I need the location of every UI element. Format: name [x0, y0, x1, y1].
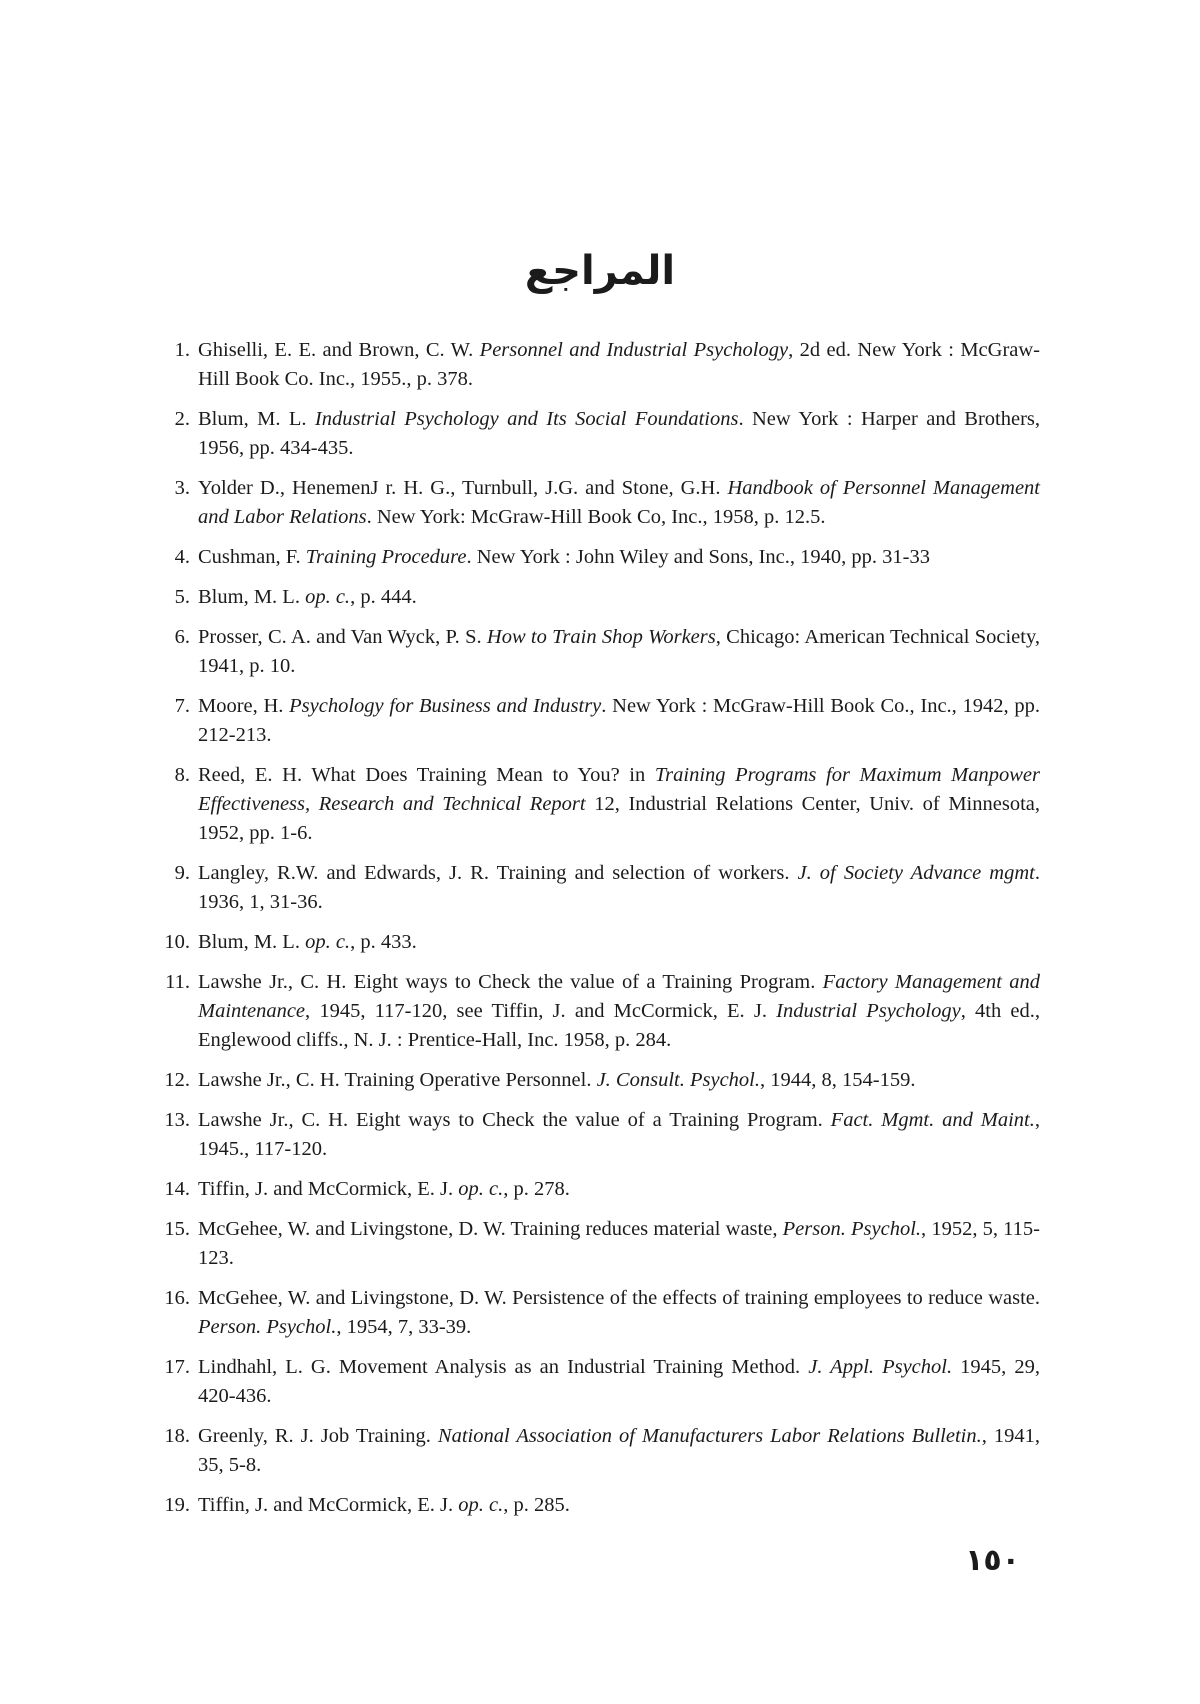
reference-number: 14. [164, 1178, 190, 1200]
reference-title: Industrial Psychology [776, 1000, 961, 1022]
reference-item [160, 1175, 1040, 1204]
reference-text: , p. 278. [503, 1178, 570, 1200]
reference-number: 7. [174, 695, 190, 717]
reference-title: Psychology for Business and Industry [289, 695, 602, 717]
reference-text: 12, Industrial Relations Center, Univ. of Minnesota, 1952, pp. 1-6. [198, 793, 1040, 844]
reference-title: J. of Society Advance mgmt [797, 862, 1035, 884]
reference-number: 1. [174, 339, 190, 361]
reference-text: McGehee, W. and Livingstone, D. W. Persistence of the effects of training employees to reduce waste. [198, 1287, 1040, 1309]
reference-item [160, 692, 1040, 750]
reference-item [160, 543, 1040, 572]
reference-number: 17. [164, 1356, 190, 1378]
reference-text: Moore, H. [198, 695, 290, 717]
reference-title: J. Consult. Psychol. [596, 1069, 760, 1091]
reference-item [160, 336, 1040, 394]
reference-text: Greenly, R. J. Job Training. [198, 1425, 438, 1447]
page-number: ١٥٠ [965, 1543, 1020, 1578]
reference-item [160, 583, 1040, 612]
reference-text: Lawshe Jr., C. H. Training Operative Personnel. [198, 1069, 597, 1091]
reference-title: J. Appl. Psychol. [808, 1356, 953, 1378]
reference-text: , p. 433. [350, 931, 417, 953]
reference-item [160, 1422, 1040, 1480]
reference-title: Person. Psychol. [782, 1218, 922, 1240]
reference-text: , 4th ed., Englewood cliffs., N. J. : Prentice-Hall, Inc. 1958, p. 284. [198, 1000, 1040, 1051]
reference-item [160, 474, 1040, 532]
page-title: المراجع [524, 248, 676, 294]
reference-text: . New York : John Wiley and Sons, Inc., 1940, pp. 31-33 [466, 546, 930, 568]
reference-title: Personnel and Industrial Psychology [479, 339, 789, 361]
reference-text: , p. 285. [503, 1494, 570, 1516]
reference-list [160, 336, 1040, 1531]
reference-text: Ghiselli, E. E. and Brown, C. W. [198, 339, 480, 361]
reference-text: , 2d ed. New York : McGraw-Hill Book Co. Inc., 1955., p. 378. [198, 339, 1041, 390]
reference-title: How to Train Shop Workers [486, 626, 716, 648]
reference-text: , 1952, 5, 115-123. [198, 1218, 1040, 1269]
reference-text: Cushman, F. [198, 546, 306, 568]
reference-title: op. c. [458, 1494, 504, 1516]
reference-text: Reed, E. H. What Does Training Mean to You? in [198, 764, 655, 786]
reference-text: Prosser, C. A. and Van Wyck, P. S. [198, 626, 487, 648]
reference-text: , Chicago: American Technical Society, 1941, p. 10. [198, 626, 1041, 677]
reference-item [160, 1066, 1040, 1095]
reference-title: National Association of Manufacturers Labor Relations Bulletin. [437, 1425, 982, 1447]
reference-number: 12. [164, 1069, 190, 1091]
reference-item [160, 1353, 1040, 1411]
reference-text: Yolder D., HenemenJ r. H. G., Turnbull, J.G. and Stone, G.H. [198, 477, 728, 499]
reference-number: 2. [174, 408, 190, 430]
reference-text: Lindhahl, L. G. Movement Analysis as an Industrial Training Method. [198, 1356, 809, 1378]
reference-title: op. c. [305, 586, 351, 608]
reference-title: Factory Management and Maintenance [198, 971, 1040, 1022]
reference-number: 10. [164, 931, 190, 953]
reference-number: 19. [164, 1494, 190, 1516]
reference-text: Langley, R.W. and Edwards, J. R. Training and selection of workers. [198, 862, 798, 884]
reference-text: McGehee, W. and Livingstone, D. W. Training reduces material waste, [198, 1218, 783, 1240]
reference-number: 16. [164, 1287, 190, 1309]
reference-number: 15. [164, 1218, 190, 1240]
reference-number: 8. [174, 764, 190, 786]
reference-title: Person. Psychol. [198, 1316, 337, 1338]
reference-text: , p. 444. [350, 586, 417, 608]
reference-item [160, 1284, 1040, 1342]
reference-title: Training Procedure [305, 546, 467, 568]
reference-item [160, 1106, 1040, 1164]
reference-item [160, 623, 1040, 681]
reference-title: Training Programs for Maximum Manpower Effectiveness, Research and Technical Report [198, 764, 1040, 815]
reference-number: 9. [174, 862, 190, 884]
reference-item [160, 928, 1040, 957]
reference-number: 13. [164, 1109, 190, 1131]
reference-text: . 1936, 1, 31-36. [198, 862, 1040, 913]
reference-title: op. c. [458, 1178, 504, 1200]
reference-text: , 1941, 35, 5-8. [198, 1425, 1040, 1476]
reference-number: 18. [164, 1425, 190, 1447]
reference-text: Tiffin, J. and McCormick, E. J. [198, 1178, 459, 1200]
reference-number: 11. [165, 971, 190, 993]
reference-title: Industrial Psychology and Its Social Foundations [314, 408, 739, 430]
reference-item [160, 405, 1040, 463]
reference-title: Handbook of Personnel Management and Labor Relations [198, 477, 1040, 528]
reference-text: Blum, M. L. [198, 931, 306, 953]
reference-text: . New York : McGraw-Hill Book Co., Inc., 1942, pp. 212-213. [198, 695, 1040, 746]
reference-number: 4. [174, 546, 190, 568]
reference-text: Lawshe Jr., C. H. Eight ways to Check the value of a Training Program. [198, 971, 823, 993]
reference-item [160, 859, 1040, 917]
reference-number: 6. [174, 626, 190, 648]
reference-text: , 1954, 7, 33-39. [336, 1316, 472, 1338]
reference-number: 5. [174, 586, 190, 608]
reference-title: op. c. [305, 931, 351, 953]
reference-item [160, 1491, 1040, 1520]
reference-item [160, 1215, 1040, 1273]
reference-title: Fact. Mgmt. and Maint. [830, 1109, 1035, 1131]
reference-text: Blum, M. L. [198, 586, 306, 608]
reference-text: 1945, 29, 420-436. [198, 1356, 1040, 1407]
reference-item [160, 968, 1040, 1055]
reference-text: Lawshe Jr., C. H. Eight ways to Check the value of a Training Program. [198, 1109, 831, 1131]
reference-text: . New York : Harper and Brothers, 1956, pp. 434-435. [198, 408, 1040, 459]
reference-text: , 1945, 117-120, see Tiffin, J. and McCormick, E. J. [305, 1000, 777, 1022]
reference-number: 3. [174, 477, 190, 499]
reference-text: Blum, M. L. [198, 408, 315, 430]
reference-text: , 1945., 117-120. [198, 1109, 1040, 1160]
reference-item [160, 761, 1040, 848]
reference-text: Tiffin, J. and McCormick, E. J. [198, 1494, 459, 1516]
reference-text: . New York: McGraw-Hill Book Co, Inc., 1958, p. 12.5. [366, 506, 826, 528]
reference-text: , 1944, 8, 154-159. [760, 1069, 916, 1091]
